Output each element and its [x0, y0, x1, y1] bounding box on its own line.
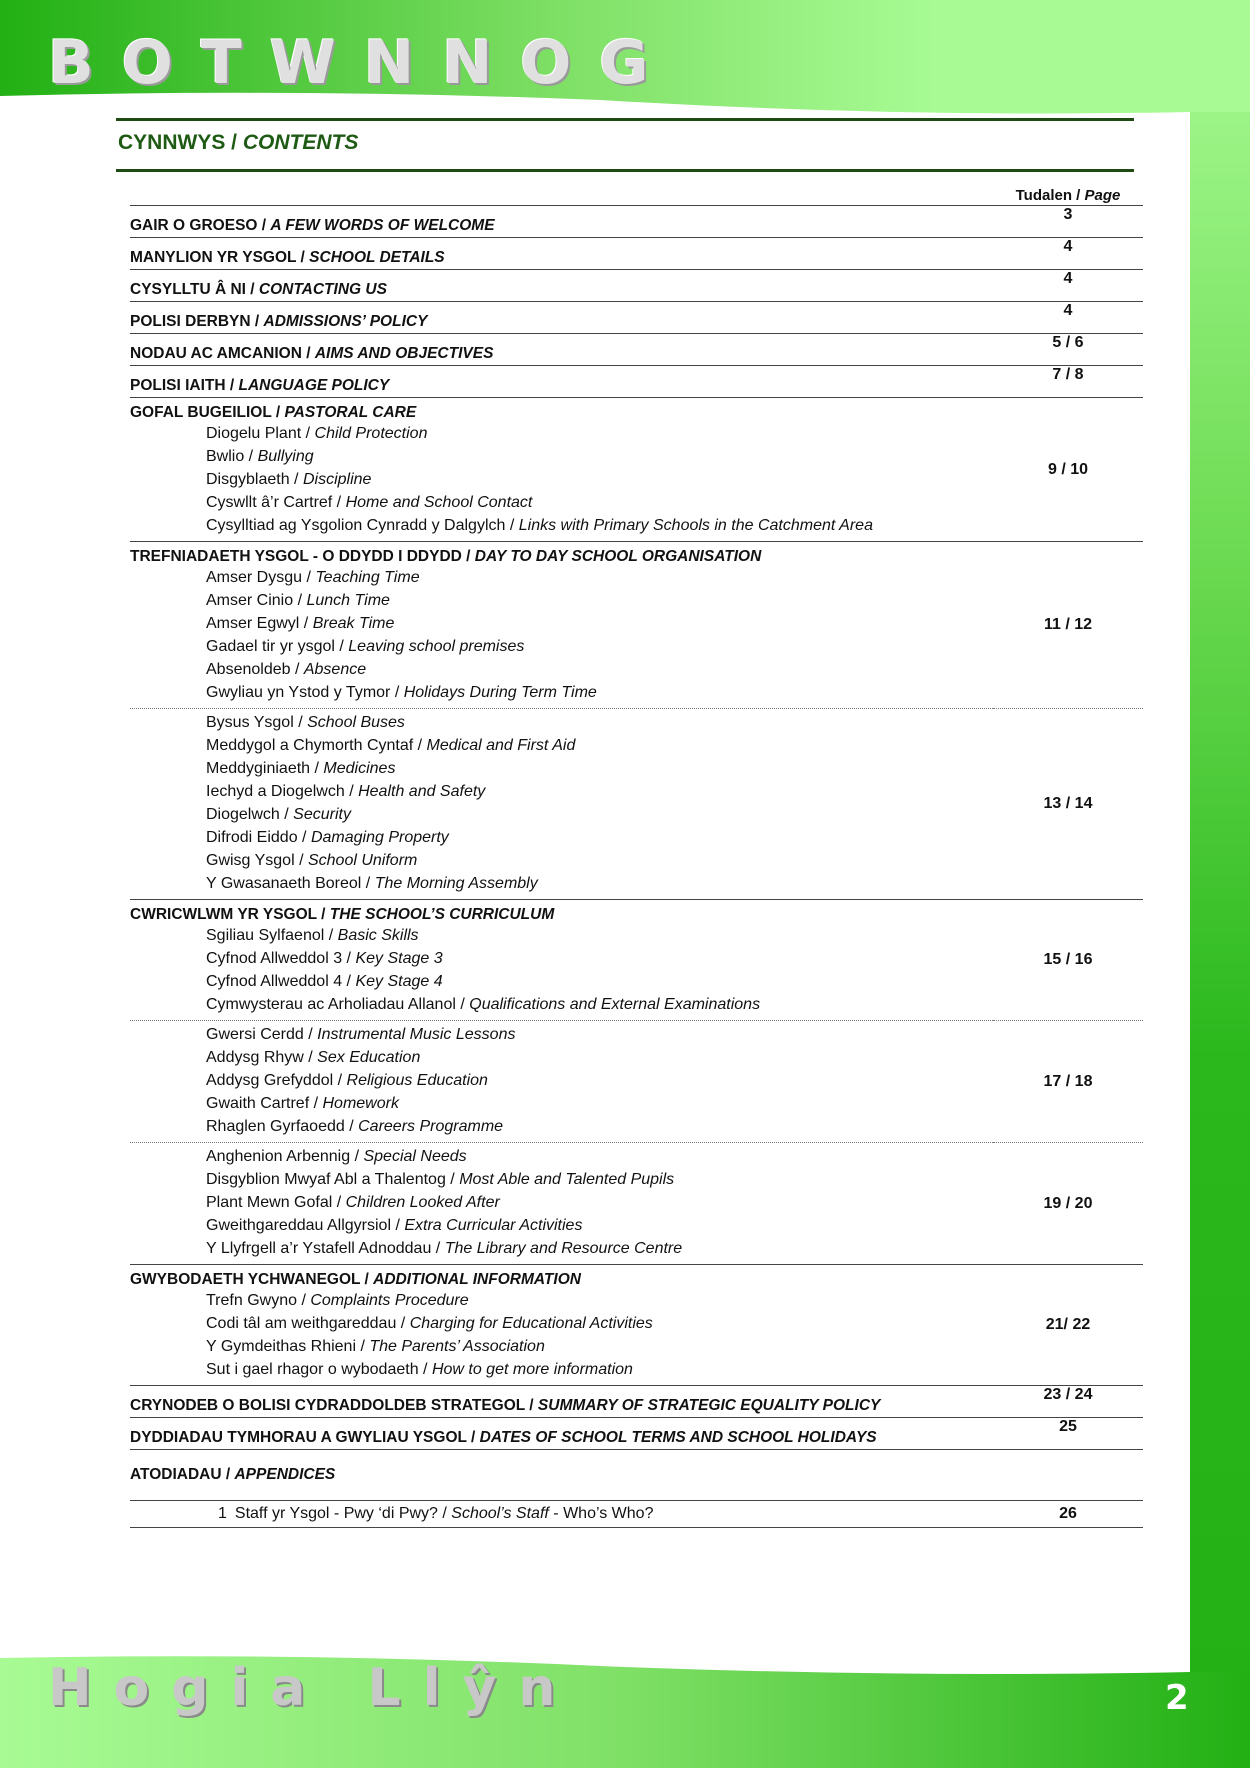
toc-entry[interactable] — [130, 270, 1143, 302]
page-column-header: Tudalen / Page — [993, 180, 1143, 206]
list-item: Y Llyfrgell a’r Ystafell Adnoddau / The Library and Resource Centre — [206, 1240, 683, 1257]
list-item: Codi tâl am weithgareddau / Charging for Educational Activities — [206, 1315, 653, 1332]
toc-entry-page: 17 / 18 — [993, 1021, 1143, 1143]
toc-entry-title: POLISI IAITH / LANGUAGE POLICY — [130, 366, 993, 398]
toc-entry[interactable] — [130, 238, 1143, 270]
toc-entry[interactable] — [130, 1386, 1143, 1418]
toc-section-curriculum-continued[interactable] — [130, 1021, 1143, 1143]
list-item: Iechyd a Diogelwch / Health and Safety — [206, 783, 486, 800]
list-item: Meddyginiaeth / Medicines — [206, 760, 396, 777]
toc-entry-page: 19 / 20 — [993, 1143, 1143, 1265]
section-heading: GOFAL BUGEILIOL / PASTORAL CARE — [130, 404, 417, 421]
toc-entry-page: 21/ 22 — [993, 1265, 1143, 1386]
toc-section-organisation-continued[interactable] — [130, 709, 1143, 900]
toc-entry-title: NODAU AC AMCANION / AIMS AND OBJECTIVES — [130, 334, 993, 366]
toc-section-curriculum[interactable] — [130, 900, 1143, 1021]
section-heading: GWYBODAETH YCHWANEGOL / ADDITIONAL INFORMATION — [130, 1271, 581, 1288]
list-item: Diogelwch / Security — [206, 806, 351, 823]
contents-title-welsh: CYNNWYS — [118, 131, 226, 154]
list-item: Cymwysterau ac Arholiadau Allanol / Qualifications and External Examinations — [206, 996, 761, 1013]
toc-entry-page: 23 / 24 — [993, 1386, 1143, 1418]
toc-entry-page: 7 / 8 — [993, 366, 1143, 398]
list-item: Gwisg Ysgol / School Uniform — [206, 852, 418, 869]
toc-entry-page: 4 — [993, 238, 1143, 270]
contents-title-english: CONTENTS — [242, 131, 359, 154]
footer-motto: Hogia Llŷn — [48, 1658, 578, 1718]
toc-section-curriculum-continued[interactable] — [130, 1143, 1143, 1265]
toc-entry-title: POLISI DERBYN / ADMISSIONS’ POLICY — [130, 302, 993, 334]
list-item: Anghenion Arbennig / Special Needs — [206, 1148, 467, 1165]
header-spacer — [130, 180, 993, 206]
toc-entry-title: CRYNODEB O BOLISI CYDRADDOLDEB STRATEGOL / SUMMARY OF STRATEGIC EQUALITY POLICY — [130, 1386, 993, 1418]
table-header-row — [130, 180, 1143, 206]
school-name-banner: BOTWNNOG — [48, 28, 677, 98]
subsection-list — [130, 566, 993, 704]
subsection-list — [130, 422, 993, 537]
list-item: Amser Cinio / Lunch Time — [206, 592, 390, 609]
list-item: Cyfnod Allweddol 4 / Key Stage 4 — [206, 973, 443, 990]
list-item: Difrodi Eiddo / Damaging Property — [206, 829, 449, 846]
subsection-list — [130, 711, 993, 895]
list-item: Sgiliau Sylfaenol / Basic Skills — [206, 927, 419, 944]
toc-entry-title: CYSYLLTU Â NI / CONTACTING US — [130, 270, 993, 302]
list-item: Rhaglen Gyrfaoedd / Careers Programme — [206, 1118, 504, 1135]
subsection-list — [130, 1023, 993, 1138]
toc-entry-page-empty — [993, 1450, 1143, 1501]
list-item: Cyfnod Allweddol 3 / Key Stage 3 — [206, 950, 443, 967]
toc-entry[interactable] — [130, 366, 1143, 398]
toc-entry-title: MANYLION YR YSGOL / SCHOOL DETAILS — [130, 238, 993, 270]
toc-entry-page: 15 / 16 — [993, 900, 1143, 1021]
contents-heading-bar — [116, 118, 1134, 172]
section-heading: ATODIADAU / APPENDICES — [130, 1450, 993, 1501]
list-item: Absenoldeb / Absence — [206, 661, 367, 678]
list-item: Addysg Grefyddol / Religious Education — [206, 1072, 488, 1089]
toc-section-organisation[interactable] — [130, 542, 1143, 709]
toc-entry-page: 26 — [993, 1501, 1143, 1528]
section-heading: CWRICWLWM YR YSGOL / THE SCHOOL’S CURRICULUM — [130, 906, 555, 923]
toc-entry-page: 25 — [993, 1418, 1143, 1450]
list-item: Amser Egwyl / Break Time — [206, 615, 395, 632]
toc-entry[interactable] — [130, 206, 1143, 238]
toc-entry-page: 3 — [993, 206, 1143, 238]
list-item: Cyswllt â’r Cartref / Home and School Contact — [206, 494, 533, 511]
list-item: Plant Mewn Gofal / Children Looked After — [206, 1194, 500, 1211]
toc-entry-title: 1 Staff yr Ysgol - Pwy ‘di Pwy? / School’s Staff - Who’s Who? — [130, 1501, 993, 1528]
list-item: Y Gymdeithas Rhieni / The Parents’ Association — [206, 1338, 545, 1355]
subsection-list — [130, 1289, 993, 1381]
list-item: Sut i gael rhagor o wybodaeth / How to get more information — [206, 1361, 633, 1378]
toc-entry-page: 11 / 12 — [993, 542, 1143, 709]
toc-section-additional-information[interactable] — [130, 1265, 1143, 1386]
subsection-list — [130, 1145, 993, 1260]
toc-entry-appendix-1[interactable] — [130, 1501, 1143, 1528]
list-item: Gadael tir yr ysgol / Leaving school premises — [206, 638, 525, 655]
contents-table — [130, 180, 1143, 1528]
list-item: Cysylltiad ag Ysgolion Cynradd y Dalgylch / Links with Primary Schools in the Catchment Area — [206, 517, 873, 534]
list-item: Gwaith Cartref / Homework — [206, 1095, 399, 1112]
toc-entry-title: DYDDIADAU TYMHORAU A GWYLIAU YSGOL / DATES OF SCHOOL TERMS AND SCHOOL HOLIDAYS — [130, 1418, 993, 1450]
list-item: Disgyblaeth / Discipline — [206, 471, 372, 488]
toc-entry-title: GAIR O GROESO / A FEW WORDS OF WELCOME — [130, 206, 993, 238]
section-heading: TREFNIADAETH YSGOL - O DDYDD I DDYDD / DAY TO DAY SCHOOL ORGANISATION — [130, 548, 762, 565]
contents-title: CYNNWYS / CONTENTS — [118, 131, 359, 154]
right-green-band — [1190, 0, 1250, 1768]
list-item: Gweithgareddau Allgyrsiol / Extra Curricular Activities — [206, 1217, 583, 1234]
toc-entry-page: 5 / 6 — [993, 334, 1143, 366]
toc-entry-page: 4 — [993, 302, 1143, 334]
list-item: Diogelu Plant / Child Protection — [206, 425, 428, 442]
page-number: 2 — [1165, 1678, 1189, 1718]
toc-entry[interactable] — [130, 302, 1143, 334]
list-item: Trefn Gwyno / Complaints Procedure — [206, 1292, 469, 1309]
list-item: Bysus Ysgol / School Buses — [206, 714, 405, 731]
list-item: Addysg Rhyw / Sex Education — [206, 1049, 421, 1066]
list-item: Meddygol a Chymorth Cyntaf / Medical and First Aid — [206, 737, 576, 754]
toc-entry-page: 9 / 10 — [993, 398, 1143, 542]
list-item: Bwlio / Bullying — [206, 448, 314, 465]
list-item: Gwersi Cerdd / Instrumental Music Lessons — [206, 1026, 516, 1043]
list-item: Y Gwasanaeth Boreol / The Morning Assembly — [206, 875, 538, 892]
toc-entry-page: 13 / 14 — [993, 709, 1143, 900]
toc-section-pastoral-care[interactable] — [130, 398, 1143, 542]
list-item: Gwyliau yn Ystod y Tymor / Holidays During Term Time — [206, 684, 597, 701]
toc-entry-page: 4 — [993, 270, 1143, 302]
list-item: Disgyblion Mwyaf Abl a Thalentog / Most Able and Talented Pupils — [206, 1171, 675, 1188]
toc-section-appendices[interactable] — [130, 1450, 1143, 1501]
toc-entry[interactable] — [130, 334, 1143, 366]
subsection-list — [130, 924, 993, 1016]
toc-entry[interactable] — [130, 1418, 1143, 1450]
list-item: Amser Dysgu / Teaching Time — [206, 569, 420, 586]
